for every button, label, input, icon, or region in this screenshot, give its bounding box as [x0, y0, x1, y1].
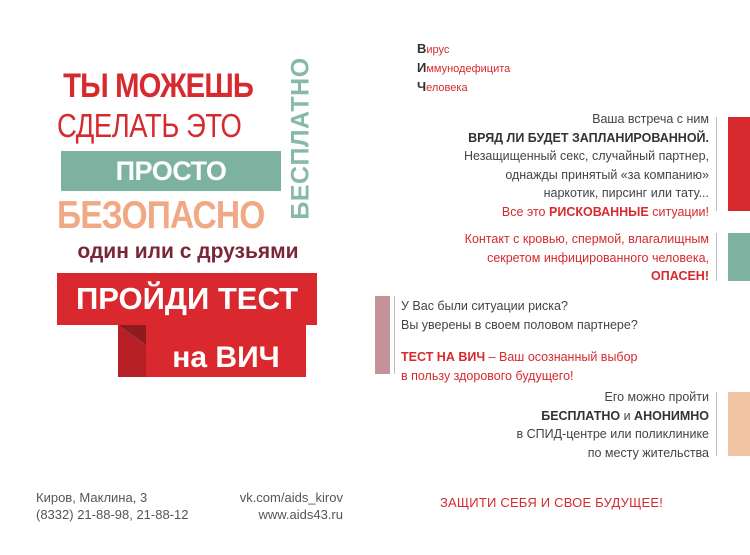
block4-line2: БЕСПЛАТНО и АНОНИМНО [541, 408, 709, 423]
block2-line1: Контакт с кровью, спермой, влагалищным [464, 232, 709, 246]
block1-divider [716, 117, 717, 211]
block2-divider [716, 233, 717, 281]
poster-for-hiv: на ВИЧ [172, 341, 280, 374]
block3-line3: ТЕСТ НА ВИЧ – Ваш осознанный выбор [401, 350, 638, 364]
block4-line3: в СПИД-центре или поликлинике [516, 427, 709, 441]
block4-line1: Его можно пройти [604, 390, 709, 404]
block1-line1: Ваша встреча с ним [592, 112, 709, 126]
hiv-acronym [417, 40, 510, 97]
free-anonymous-block [517, 388, 710, 462]
danger-contact-block [465, 230, 709, 286]
poster-line-do-it: СДЕЛАТЬ ЭТО [57, 107, 242, 144]
block1-line4: однажды принятый «за компанию» [505, 167, 709, 182]
contact-web [222, 489, 343, 523]
phones-text: (8332) 21-88-98, 21-88-12 [36, 507, 189, 522]
block1-red-bar [728, 117, 750, 211]
poster-take-test: ПРОЙДИ ТЕСТ [75, 281, 299, 316]
block1-line2: ВРЯД ЛИ БУДЕТ ЗАПЛАНИРОВАННОЙ. [468, 130, 709, 145]
site-link[interactable]: www.aids43.ru [258, 507, 343, 522]
block3-line1: У Вас были ситуации риска? [401, 299, 568, 313]
test-choice-block [401, 297, 638, 385]
block3-line4: в пользу здорового будущего! [401, 368, 574, 383]
acronym-human: Человека [417, 79, 468, 94]
block1-line5: наркотик, пирсинг или тату... [543, 186, 709, 200]
block2-teal-bar [728, 233, 750, 281]
poster-line-you-can: ТЫ МОЖЕШЬ [63, 67, 254, 105]
block2-line2: секретом инфицированного человека, [487, 250, 709, 265]
poster-simply: ПРОСТО [115, 156, 227, 186]
block3-line2: Вы уверены в своем половом партнере? [401, 317, 638, 332]
block3-mauve-bar [375, 296, 390, 374]
poster-vertical-free [285, 56, 317, 220]
slogan: ЗАЩИТИ СЕБЯ И СВОЕ БУДУЩЕЕ! [440, 495, 664, 510]
acronym-immunodeficiency: Иммунодефицита [417, 60, 511, 75]
risk-situations-block [464, 110, 709, 221]
block1-line6: Все это РИСКОВАННЫЕ ситуации! [501, 204, 709, 219]
address-text: Киров, Маклина, 3 [36, 490, 148, 505]
block2-line3: ОПАСЕН! [651, 269, 709, 283]
contact-address [36, 489, 189, 523]
block4-peach-bar [728, 392, 750, 456]
block1-line3: Незащищенный секс, случайный партнер, [464, 149, 709, 163]
poster-alone-or-friends: один или с друзьями [77, 240, 299, 263]
poster-safely: БЕЗОПАСНО [57, 194, 265, 237]
vertical-free-text: БЕСПЛАТНО [286, 56, 315, 220]
vk-link[interactable]: vk.com/aids_kirov [239, 490, 343, 505]
block3-divider [394, 296, 395, 374]
acronym-virus: Вирус [417, 41, 450, 56]
block4-divider [716, 392, 717, 456]
block4-line4: по месту жительства [587, 445, 709, 460]
